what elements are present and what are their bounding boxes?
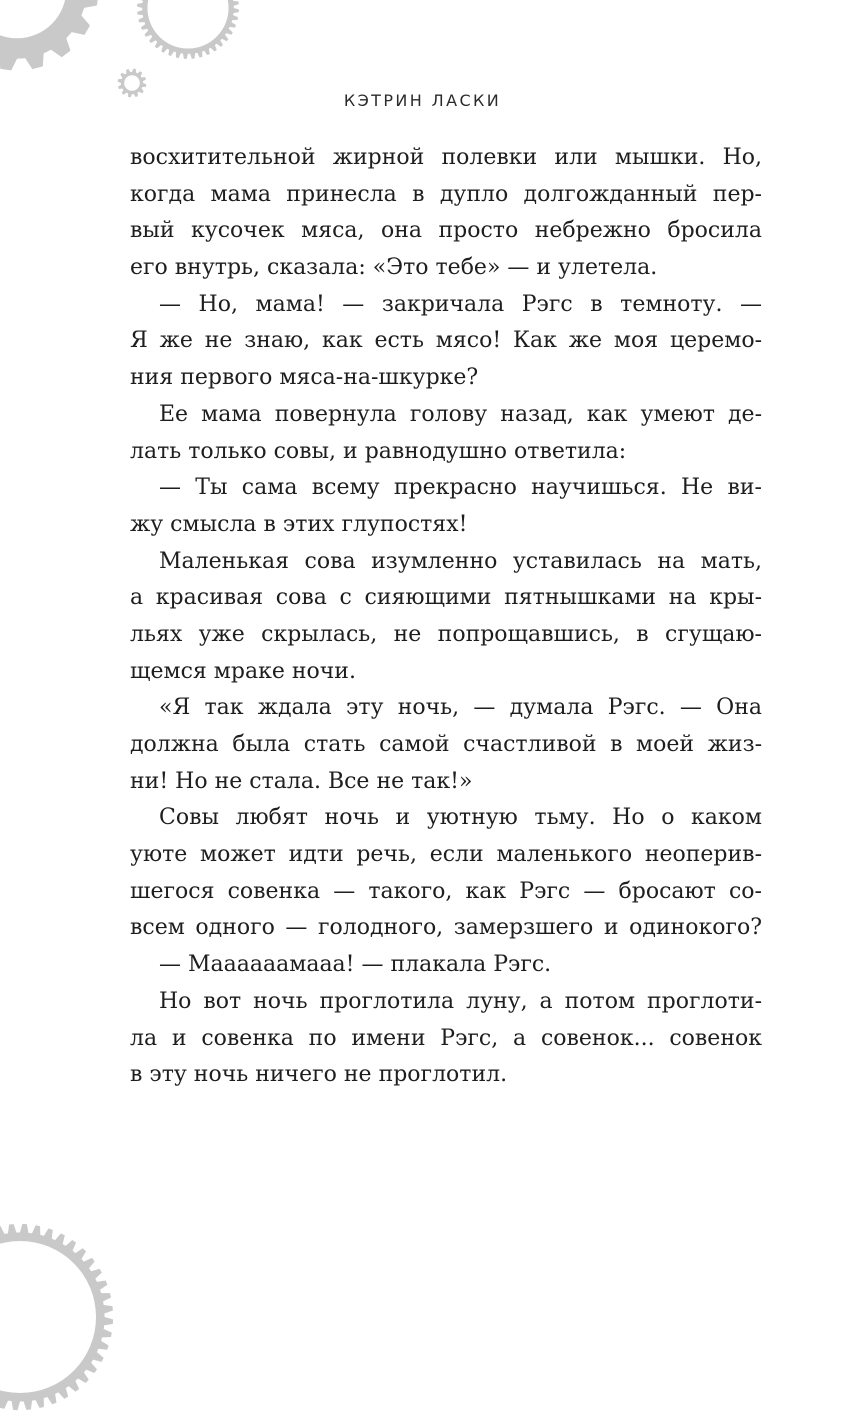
text-line: шегося совенка — такого, как Рэгс — бросают со-: [130, 878, 762, 904]
text-line: его внутрь, сказала: «Это тебе» — и улетела.: [130, 255, 658, 281]
text-line: лать только совы, и равнодушно ответила:: [130, 438, 627, 464]
text-line: всем одного — голодного, замерзшего и одинокого?: [130, 915, 762, 941]
text-line: Но вот ночь проглотила луну, а потом проглоти-: [159, 988, 762, 1014]
text-line: вый кусочек мяса, она просто небрежно бросила: [130, 218, 762, 244]
running-head: КЭТРИН ЛАСКИ: [343, 91, 502, 110]
text-line: когда мама принесла в дупло долгожданный пер-: [130, 181, 762, 207]
text-line: должна была стать самой счастливой в моей жиз-: [130, 732, 762, 757]
text-line: ни! Но не стала. Все не так!»: [130, 768, 473, 794]
text-line: Ее мама повернула голову назад, как умеют де-: [159, 401, 762, 427]
gear-icon: [136, 0, 240, 60]
text-line: — Но, мама! — закричала Рэгс в темноту. —: [159, 291, 762, 317]
text-line: ния первого мяса-на-шкурке?: [130, 365, 479, 391]
text-line: Совы любят ночь и уютную тьму. Но о каком: [159, 805, 762, 831]
text-line: Я же не знаю, как есть мясо! Как же моя церемо-: [130, 328, 762, 354]
text-line: а красивая сова с сияющими пятнышками на кры-: [130, 585, 762, 611]
text-line: льях уже скрылась, не попрощавшись, в сгущаю-: [130, 621, 762, 647]
text-line: — Ты сама всему прекрасно научишься. Не ви-: [159, 475, 762, 501]
text-line: уюте может идти речь, если маленького неоперив-: [130, 842, 762, 868]
text-line: ла и совенка по имени Рэгс, а совенок... совенок: [130, 1025, 762, 1051]
body-text: [130, 140, 762, 1094]
gear-icon: [0, 1222, 115, 1412]
text-line: жу смысла в этих глупостях!: [130, 511, 468, 537]
text-line: Маленькая сова изумленно уставилась на мать,: [159, 548, 762, 574]
text-line: «Я так ждала эту ночь, — думала Рэгс. — Она: [159, 695, 762, 721]
gear-icon: [0, 0, 102, 74]
text-line: в эту ночь ничего не проглотил.: [130, 1062, 508, 1088]
text-line: щемся мраке ночи.: [130, 658, 356, 684]
text-line: — Маааааамааа! — плакала Рэгс.: [159, 952, 552, 978]
text-line: восхитительной жирной полевки или мышки. Но,: [130, 145, 762, 170]
